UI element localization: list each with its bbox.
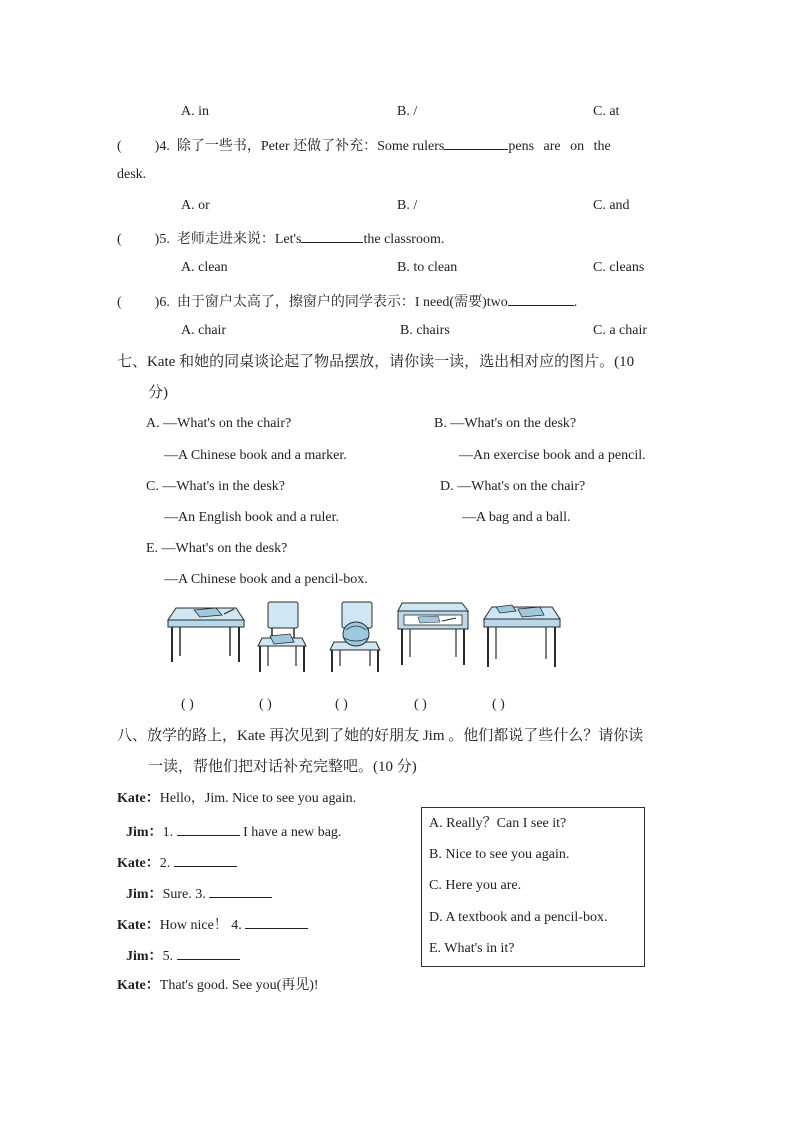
q6-line (117, 291, 577, 312)
s7-a-question: A. —What's on the chair? (146, 416, 292, 431)
speaker-kate: Kate： (117, 978, 160, 993)
q4-number: )4. (154, 139, 170, 154)
q6-number: )6. (154, 295, 170, 310)
dialog-line-7 (117, 977, 319, 995)
dialog-text-5: How nice！ 4. (159, 918, 242, 933)
dialog-line-6 (126, 945, 240, 966)
dialog-option-e: E. What's in it? (429, 941, 515, 956)
answer-slot-5[interactable]: ( ) (492, 697, 505, 712)
q4-paren-open: ( (117, 139, 122, 154)
s7-d-question: D. —What's on the chair? (440, 479, 586, 494)
q6-blank[interactable] (508, 291, 574, 306)
desk-with-book-picture (166, 600, 246, 670)
answer-slot-3[interactable]: ( ) (335, 697, 348, 712)
s7-c-question: C. —What's in the desk? (146, 479, 285, 494)
q6-paren-open: ( (117, 295, 122, 310)
q6-text-pre: 由于窗户太高了，擦窗户的同学表示：I need(需要)two (176, 295, 508, 310)
speaker-jim: Jim： (126, 825, 163, 840)
dialog-line-2 (126, 821, 341, 842)
dialog-blank-3[interactable] (209, 883, 272, 898)
speaker-kate: Kate： (117, 856, 160, 871)
q3-option-a: A. in (181, 104, 209, 119)
dialog-text-7: That's good. See you(再见)! (159, 978, 319, 993)
dialog-text-4: Sure. 3. (162, 887, 206, 902)
dialog-text-1: Hello，Jim. Nice to see you again. (159, 791, 357, 806)
q6-option-c: C. a chair (593, 323, 648, 338)
s7-e-question: E. —What's on the desk? (146, 541, 288, 556)
chair-with-bag-picture (326, 598, 382, 674)
answer-slot-4[interactable]: ( ) (414, 697, 427, 712)
s7-b-question: B. —What's on the desk? (434, 416, 577, 431)
desk-with-pencil-box-picture (482, 601, 562, 671)
s7-b-answer: —An exercise book and a pencil. (459, 448, 646, 463)
q3-option-c: C. at (593, 104, 620, 119)
dialog-line-1 (117, 790, 356, 808)
q5-blank[interactable] (301, 228, 363, 243)
q5-text-post: the classroom. (363, 232, 445, 247)
q3-option-b: B. / (397, 104, 418, 119)
s7-d-answer: —A bag and a ball. (462, 510, 571, 525)
q5-option-a: A. clean (181, 260, 228, 275)
q6-option-b: B. chairs (400, 323, 450, 338)
q6-text-post: . (573, 295, 578, 310)
speaker-kate: Kate： (117, 918, 160, 933)
speaker-jim: Jim： (126, 949, 163, 964)
desk-with-items-inside-picture (396, 601, 470, 667)
speaker-kate: Kate： (117, 791, 160, 806)
q4-blank[interactable] (444, 135, 508, 150)
q5-paren-open: ( (117, 232, 122, 247)
q4-line (117, 135, 611, 156)
dialog-blank-1[interactable] (177, 821, 240, 836)
q5-number: )5. (154, 232, 170, 247)
chair-with-book-picture (254, 598, 310, 674)
q5-line (117, 228, 444, 249)
s7-c-answer: —An English book and a ruler. (164, 510, 339, 525)
section7-title-line1: 七、Kate 和她的同桌谈论起了物品摆放，请你读一读，选出相对应的图片。(10 (117, 354, 635, 370)
q4-option-a: A. or (181, 198, 210, 213)
dialog-option-c: C. Here you are. (429, 878, 522, 893)
dialog-num-5: 5. (162, 949, 174, 964)
dialog-line-3 (117, 852, 237, 873)
dialog-option-d: D. A textbook and a pencil-box. (429, 910, 608, 925)
answer-slot-1[interactable]: ( ) (181, 697, 194, 712)
q4-text-post: pens are on the (508, 139, 611, 154)
dialog-option-b: B. Nice to see you again. (429, 847, 570, 862)
section8-title-line2: 一读，帮他们把对话补充完整吧。(10 分) (148, 759, 417, 775)
dialog-blank-5[interactable] (177, 945, 240, 960)
dialog-line-4 (126, 883, 272, 904)
q5-option-b: B. to clean (397, 260, 458, 275)
answer-slot-2[interactable]: ( ) (259, 697, 272, 712)
q5-option-c: C. cleans (593, 260, 645, 275)
q4-option-b: B. / (397, 198, 418, 213)
dialog-num-1: 1. (162, 825, 174, 840)
q5-text-pre: 老师走进来说：Let's (176, 232, 302, 247)
q4-text-pre: 除了一些书，Peter 还做了补充：Some rulers (176, 139, 445, 154)
speaker-jim: Jim： (126, 887, 163, 902)
dialog-blank-2[interactable] (174, 852, 237, 867)
q4-text-cont: desk. (117, 167, 147, 182)
section8-title-line1: 八、放学的路上，Kate 再次见到了她的好朋友 Jim 。他们都说了些什么？请你读 (117, 728, 644, 744)
s7-a-answer: —A Chinese book and a marker. (164, 448, 347, 463)
dialog-option-a: A. Really？Can I see it? (429, 816, 567, 831)
s7-e-answer: —A Chinese book and a pencil-box. (164, 572, 368, 587)
q6-option-a: A. chair (181, 323, 227, 338)
section7-title-line2: 分) (148, 385, 168, 401)
dialog-text-2: I have a new bag. (243, 825, 342, 840)
q4-option-c: C. and (593, 198, 630, 213)
dialog-blank-4[interactable] (245, 914, 308, 929)
dialog-line-5 (117, 914, 308, 935)
dialog-num-2: 2. (159, 856, 171, 871)
